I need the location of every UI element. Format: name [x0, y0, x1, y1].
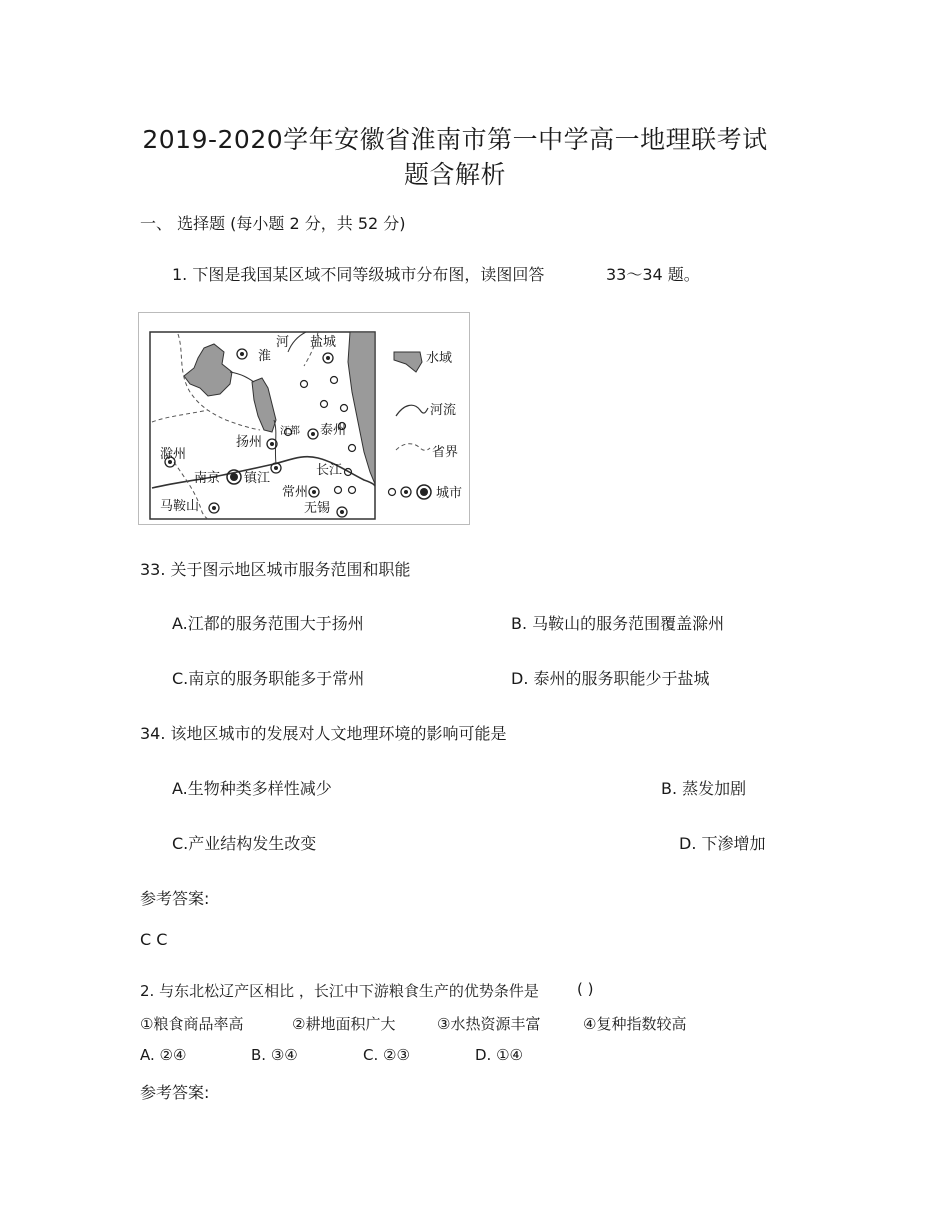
- question-2-statement-3: ③水热资源丰富: [437, 1015, 541, 1033]
- map-label-taizhou: 泰州: [320, 423, 347, 438]
- document-title-line2: 题含解析: [403, 160, 506, 189]
- legend-river-label: 河流: [430, 403, 457, 418]
- map-label-yangzhou: 扬州: [236, 435, 263, 450]
- question-33-option-a: A.江都的服务范围大于扬州: [172, 614, 364, 633]
- question-33-stem: 33. 关于图示地区城市服务范围和职能: [140, 560, 411, 579]
- question-1-stem: 1. 下图是我国某区域不同等级城市分布图，读图回答: [172, 265, 545, 284]
- question-2-option-c: C. ②③: [363, 1046, 410, 1064]
- question-2-statement-2: ②耕地面积广大: [292, 1015, 396, 1033]
- document-title-line1: 2019-2020学年安徽省淮南市第一中学高一地理联考试: [142, 125, 768, 154]
- question-33-option-c: C.南京的服务职能多于常州: [172, 669, 365, 688]
- map-label-maanshan: 马鞍山: [160, 499, 200, 514]
- question-34-stem: 34. 该地区城市的发展对人文地理环境的影响可能是: [140, 724, 507, 743]
- question-2-statement-1: ①粮食商品率高: [140, 1015, 244, 1033]
- map-label-huai: 淮: [258, 349, 272, 364]
- question-2-paren: ( ): [577, 980, 594, 998]
- legend-city-label: 城市: [436, 486, 463, 501]
- question-34-option-c: C.产业结构发生改变: [172, 834, 317, 853]
- question-33-option-d: D. 泰州的服务职能少于盐城: [511, 669, 710, 688]
- question-2-statement-4: ④复种指数较高: [583, 1015, 687, 1033]
- map-label-jiangdu: 江都: [280, 426, 300, 437]
- question-34-option-d: D. 下渗增加: [679, 834, 766, 853]
- question-34-option-a: A.生物种类多样性减少: [172, 779, 332, 798]
- question-33-option-b: B. 马鞍山的服务范围覆盖滁州: [511, 614, 725, 633]
- question-2-stem: 2. 与东北松辽产区相比 ，长江中下游粮食生产的优势条件是: [140, 982, 539, 1000]
- map-label-chuzhou: 滁州: [160, 447, 187, 462]
- question-2-option-d: D. ①④: [475, 1046, 523, 1064]
- map-label-yancheng: 盐城: [310, 335, 337, 350]
- map-label-wuxi: 无锡: [304, 501, 331, 516]
- answer-1-value: C C: [140, 930, 168, 949]
- map-label-nanjing: 南京: [194, 471, 221, 486]
- section-heading: 一、 选择题 (每小题 2 分，共 52 分): [140, 214, 406, 233]
- map-label-changzhou: 常州: [282, 485, 309, 500]
- question-34-option-b: B. 蒸发加剧: [661, 779, 747, 798]
- question-2-option-b: B. ③④: [251, 1046, 298, 1064]
- legend-boundary-label: 省界: [432, 445, 459, 460]
- legend-water-label: 水域: [426, 351, 453, 366]
- question-1-ref: 33～34 题。: [606, 265, 700, 284]
- city-distribution-map: [138, 312, 470, 525]
- answer-2-label: 参考答案:: [140, 1083, 210, 1102]
- map-label-changjiang: 长江: [316, 463, 343, 478]
- question-2-option-a: A. ②④: [140, 1046, 187, 1064]
- map-label-he: 河: [276, 335, 290, 350]
- answer-1-label: 参考答案:: [140, 889, 210, 908]
- map-label-zhenjiang: 镇江: [244, 471, 271, 486]
